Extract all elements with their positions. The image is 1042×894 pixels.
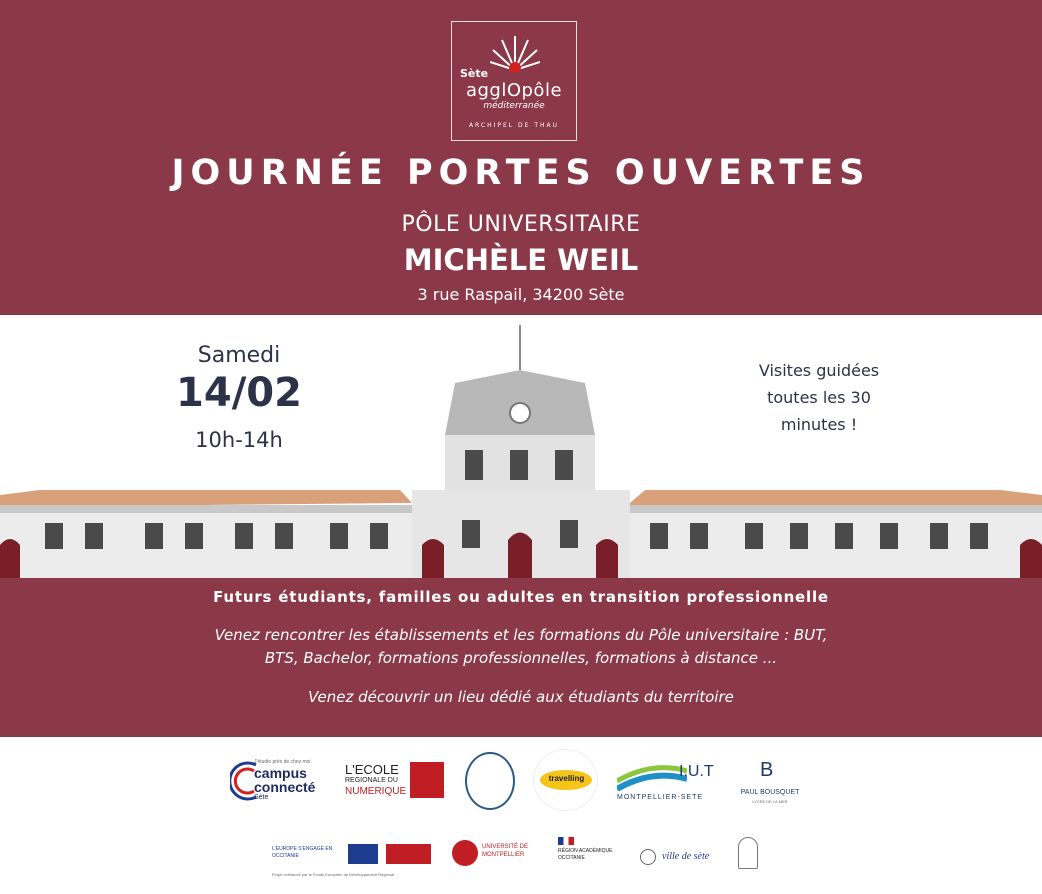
info-description: [110, 624, 932, 670]
connecte-word: connecté: [254, 779, 316, 795]
partners-section: [0, 737, 1042, 894]
desc-line-1: Venez rencontrer les établissements et les formations du Pôle universitaire : BUT,: [214, 626, 828, 644]
logo-sete: Sète: [460, 67, 489, 80]
europe-logo: [272, 842, 432, 882]
bousquet-sub: LYCÉE DE LA MER: [752, 799, 788, 804]
univ-line-1: UNIVERSITÉ DE: [482, 844, 529, 850]
univ-line-2: MONTPELLIER: [482, 852, 525, 858]
campus-word: campus: [254, 765, 307, 781]
bousquet-label: PAUL BOUSQUET: [740, 789, 800, 796]
campus-connecte-logo: [230, 757, 335, 807]
bousquet-b-icon: B: [760, 759, 774, 781]
logo-archipel: ARCHIPEL DE THAU: [468, 122, 560, 129]
ecole-line-1: L'ECOLE: [345, 762, 399, 777]
header-band: [0, 0, 1042, 315]
logo-agglo: agglOpôle: [465, 80, 563, 101]
paul-bousquet-logo: [730, 759, 810, 804]
iut-wave-icon: [617, 761, 687, 791]
si-logo: [465, 752, 515, 810]
eu-flag-icon: [348, 844, 378, 864]
visits-line-1: Visites guidées: [758, 361, 880, 380]
occitanie-region-icon: [386, 844, 431, 864]
info-heading: Futurs étudiants, familles ou adultes en transition professionnelle: [213, 588, 829, 606]
ville-seal-icon: [640, 849, 656, 865]
sun-icon: [490, 32, 540, 72]
venue-name: MICHÈLE WEIL: [403, 243, 639, 277]
ecole-numerique-logo: [345, 762, 445, 802]
info-band: [0, 578, 1042, 737]
univ-emblem-icon: [452, 840, 478, 866]
iut-label: I.U.T: [679, 763, 714, 780]
region-academique-logo: [558, 837, 633, 877]
iut-sub: MONTPELLIER-SETE: [617, 794, 704, 801]
ecole-line-3: NUMERIQUE: [345, 786, 407, 797]
agglopole-logo: [451, 21, 577, 141]
event-date: 14/02: [176, 370, 302, 416]
event-day: Samedi: [197, 343, 281, 368]
occitanie-flag-icon: [410, 762, 444, 798]
region-line-1: RÉGION ACADÉMIQUE: [558, 848, 613, 854]
ville-label: ville de sète: [662, 851, 710, 862]
visits-line-2: toutes les 30: [767, 388, 871, 407]
campus-small-text: J'étudie près de chez moi: [254, 759, 311, 765]
crest-icon: [738, 837, 758, 869]
europe-sub: Projet cofinancé par le Fonds Européen de Développement Régional: [272, 872, 395, 877]
universite-montpellier-logo: [452, 837, 542, 872]
europe-label: L'EUROPE S'ENGAGE EN OCCITANIE: [272, 846, 333, 859]
info-tagline: Venez découvrir un lieu dédié aux étudiants du territoire: [308, 688, 734, 706]
visits-line-3: minutes !: [780, 415, 858, 434]
travelling-logo: [533, 749, 598, 811]
campus-city: Sète: [254, 794, 269, 801]
page-subtitle: PÔLE UNIVERSITAIRE: [401, 212, 641, 237]
venue-address: 3 rue Raspail, 34200 Sète: [417, 285, 625, 304]
event-hours: 10h-14h: [195, 428, 283, 452]
ville-de-sete-logo: [640, 845, 720, 875]
iut-logo: [617, 757, 717, 812]
logo-mediterranee: méditerranée: [483, 101, 545, 111]
guided-visits-note: [730, 357, 908, 438]
travelling-label: travelling: [548, 774, 585, 783]
region-line-2: OCCITANIE: [558, 855, 585, 861]
ecole-line-2: REGIONALE DU: [345, 777, 398, 784]
page-title: JOURNÉE PORTES OUVERTES: [171, 153, 871, 193]
republique-flag-icon: [558, 837, 574, 845]
desc-line-2: BTS, Bachelor, formations professionnelles, formations à distance ...: [264, 649, 778, 667]
